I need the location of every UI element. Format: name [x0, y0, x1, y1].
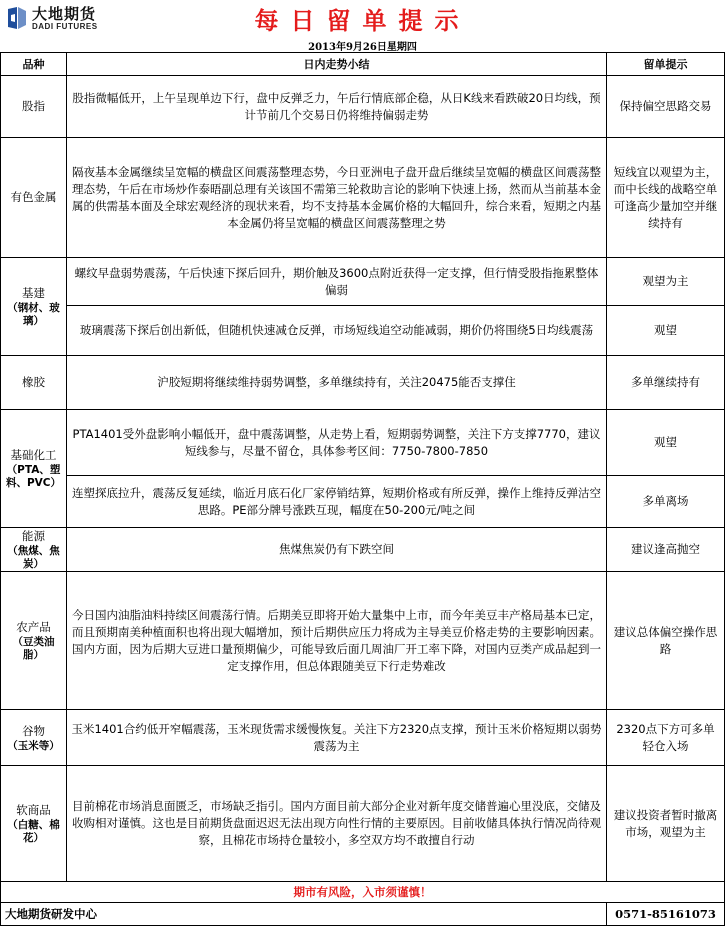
tip-cell: 观望 — [607, 410, 725, 476]
tip-cell: 建议逢高抛空 — [607, 528, 725, 572]
tip-cell: 多单离场 — [607, 476, 725, 528]
tip-cell: 2320点下方可多单轻仓入场 — [607, 710, 725, 766]
summary-cell: 玉米1401合约低开窄幅震荡，玉米现货需求缓慢恢复。关注下方2320点支撑，预计玉米价格短期以弱势震荡为主 — [67, 710, 607, 766]
category-cell — [1, 138, 67, 258]
table-row — [1, 356, 725, 410]
footer-row — [1, 903, 725, 926]
table-row — [1, 138, 725, 258]
category-subname: （PTA、塑料、PVC） — [5, 464, 62, 489]
category-cell — [1, 258, 67, 356]
category-name: 股指 — [22, 99, 45, 113]
report-date: 2013年9月26日星期四 — [308, 42, 417, 53]
category-cell — [1, 356, 67, 410]
risk-warning: 期市有风险，入市须谨慎！ — [1, 882, 725, 903]
table-row — [1, 528, 725, 572]
category-cell — [1, 76, 67, 138]
summary-cell: 连塑探底拉升，震荡反复延续，临近月底石化厂家停销结算，短期价格或有所反弹，操作上维持反弹沽空思路。PE部分牌号涨跌互现，幅度在50-200元/吨之间 — [67, 476, 607, 528]
table-row — [1, 306, 725, 356]
table-row — [1, 476, 725, 528]
category-cell — [1, 410, 67, 528]
header-summary: 日内走势小结 — [67, 53, 607, 76]
summary-cell: 目前棉花市场消息面匮乏，市场缺乏指引。国内方面目前大部分企业对新年度交储普遍心里没底，交储及收购相对谨慎。这也是目前期货盘面迟迟无法出现方向性行情的主要原因。目前收储具体执行情况尚待观察，且棉花市场持仓量较小，多空双方均不敢擅自行动 — [67, 766, 607, 882]
category-name: 能源 — [22, 529, 45, 543]
category-name: 软商品 — [16, 803, 51, 817]
summary-cell: 螺纹早盘弱势震荡，午后快速下探后回升，期价触及3600点附近获得一定支撑，但行情受股指拖累整体偏弱 — [67, 258, 607, 306]
category-subname: （白糖、棉花） — [7, 819, 60, 844]
summary-cell: 玻璃震荡下探后创出新低，但随机快速减仓反弹，市场短线追空动能减弱，期价仍将围绕5日均线震荡 — [67, 306, 607, 356]
table-row — [1, 258, 725, 306]
summary-cell: 股指微幅低开，上午呈现单边下行，盘中反弹乏力，午后行情底部企稳，从日K线来看跌破20日均线，预计节前几个交易日仍将维持偏弱走势 — [67, 76, 607, 138]
page-title: 每日留单提示 — [254, 6, 471, 35]
summary-cell: 今日国内油脂油料持续区间震荡行情。后期美豆即将开始大量集中上市，而今年美豆丰产格局基本已定，而且预期南美种植面积也将出现大幅增加，预计后期供应压力将成为主导美豆价格走势的主要影响因素。国内方面，因为后期大豆进口量预期偏少，可能导致后面几周油厂开工率下降，对国内豆类产成品起到一定支撑作用，但总体跟随美豆下行走势难改 — [67, 572, 607, 710]
category-subname: （豆类油脂） — [12, 636, 55, 661]
category-name: 谷物 — [22, 723, 45, 738]
tip-cell: 短线宜以观望为主，而中长线的战略空单可逢高少量加空并继续持有 — [607, 138, 725, 258]
header-tip: 留单提示 — [607, 53, 725, 76]
risk-row — [1, 882, 725, 903]
category-name: 农产品 — [16, 620, 51, 634]
summary-cell: 焦煤焦炭仍有下跌空间 — [67, 528, 607, 572]
tip-cell: 保持偏空思路交易 — [607, 76, 725, 138]
category-cell — [1, 710, 67, 766]
tip-cell: 建议总体偏空操作思路 — [607, 572, 725, 710]
tip-cell: 建议投资者暂时撤离市场，观望为主 — [607, 766, 725, 882]
category-subname: （钢材、玻璃） — [7, 302, 60, 327]
category-subname: （焦煤、焦炭） — [7, 545, 60, 570]
category-name: 基础化工 — [10, 448, 57, 462]
table-row — [1, 710, 725, 766]
table-row — [1, 572, 725, 710]
category-name: 有色金属 — [10, 190, 57, 204]
category-cell — [1, 528, 67, 572]
header-category: 品种 — [1, 53, 67, 76]
tip-cell: 观望为主 — [607, 258, 725, 306]
contact-phone: 0571-85161073 — [607, 903, 725, 926]
category-cell — [1, 572, 67, 710]
header — [0, 0, 725, 36]
table-row — [1, 410, 725, 476]
summary-cell: 沪胶短期将继续维持弱势调整，多单继续持有，关注20475能否支撑住 — [67, 356, 607, 410]
summary-cell: 隔夜基本金属继续呈宽幅的横盘区间震荡整理态势，今日亚洲电子盘开盘后继续呈宽幅的横盘区间震荡整理态势，午后在市场炒作泰晤副总理有关该国不需第三轮救助言论的影响下快速上扬，然而从当前基本金属的供需基本面及全球宏观经济的现状来看，均不支持基本金属价格的大幅回升，综合来看，短期之内基本金属仍将呈宽幅的横盘区间震荡整理之势 — [67, 138, 607, 258]
logo-chinese-name: 大地期货 — [32, 5, 97, 23]
category-cell — [1, 766, 67, 882]
table-header-row — [1, 53, 725, 76]
category-subname: （玉米等） — [7, 739, 60, 752]
category-name: 基建 — [22, 286, 45, 300]
table-row — [1, 766, 725, 882]
category-name: 橡胶 — [22, 375, 45, 389]
table-row — [1, 76, 725, 138]
logo-english-name: DADI FUTURES — [32, 22, 98, 31]
tip-cell: 多单继续持有 — [607, 356, 725, 410]
research-center: 大地期货研发中心 — [1, 903, 607, 926]
tip-cell: 观望 — [607, 306, 725, 356]
advice-table — [0, 52, 725, 926]
summary-cell: PTA1401受外盘影响小幅低开，盘中震荡调整，从走势上看，短期弱势调整，关注下方支撑7770，建议短线参与，尽量不留仓，具体参考区间：7750-7800-7850 — [67, 410, 607, 476]
